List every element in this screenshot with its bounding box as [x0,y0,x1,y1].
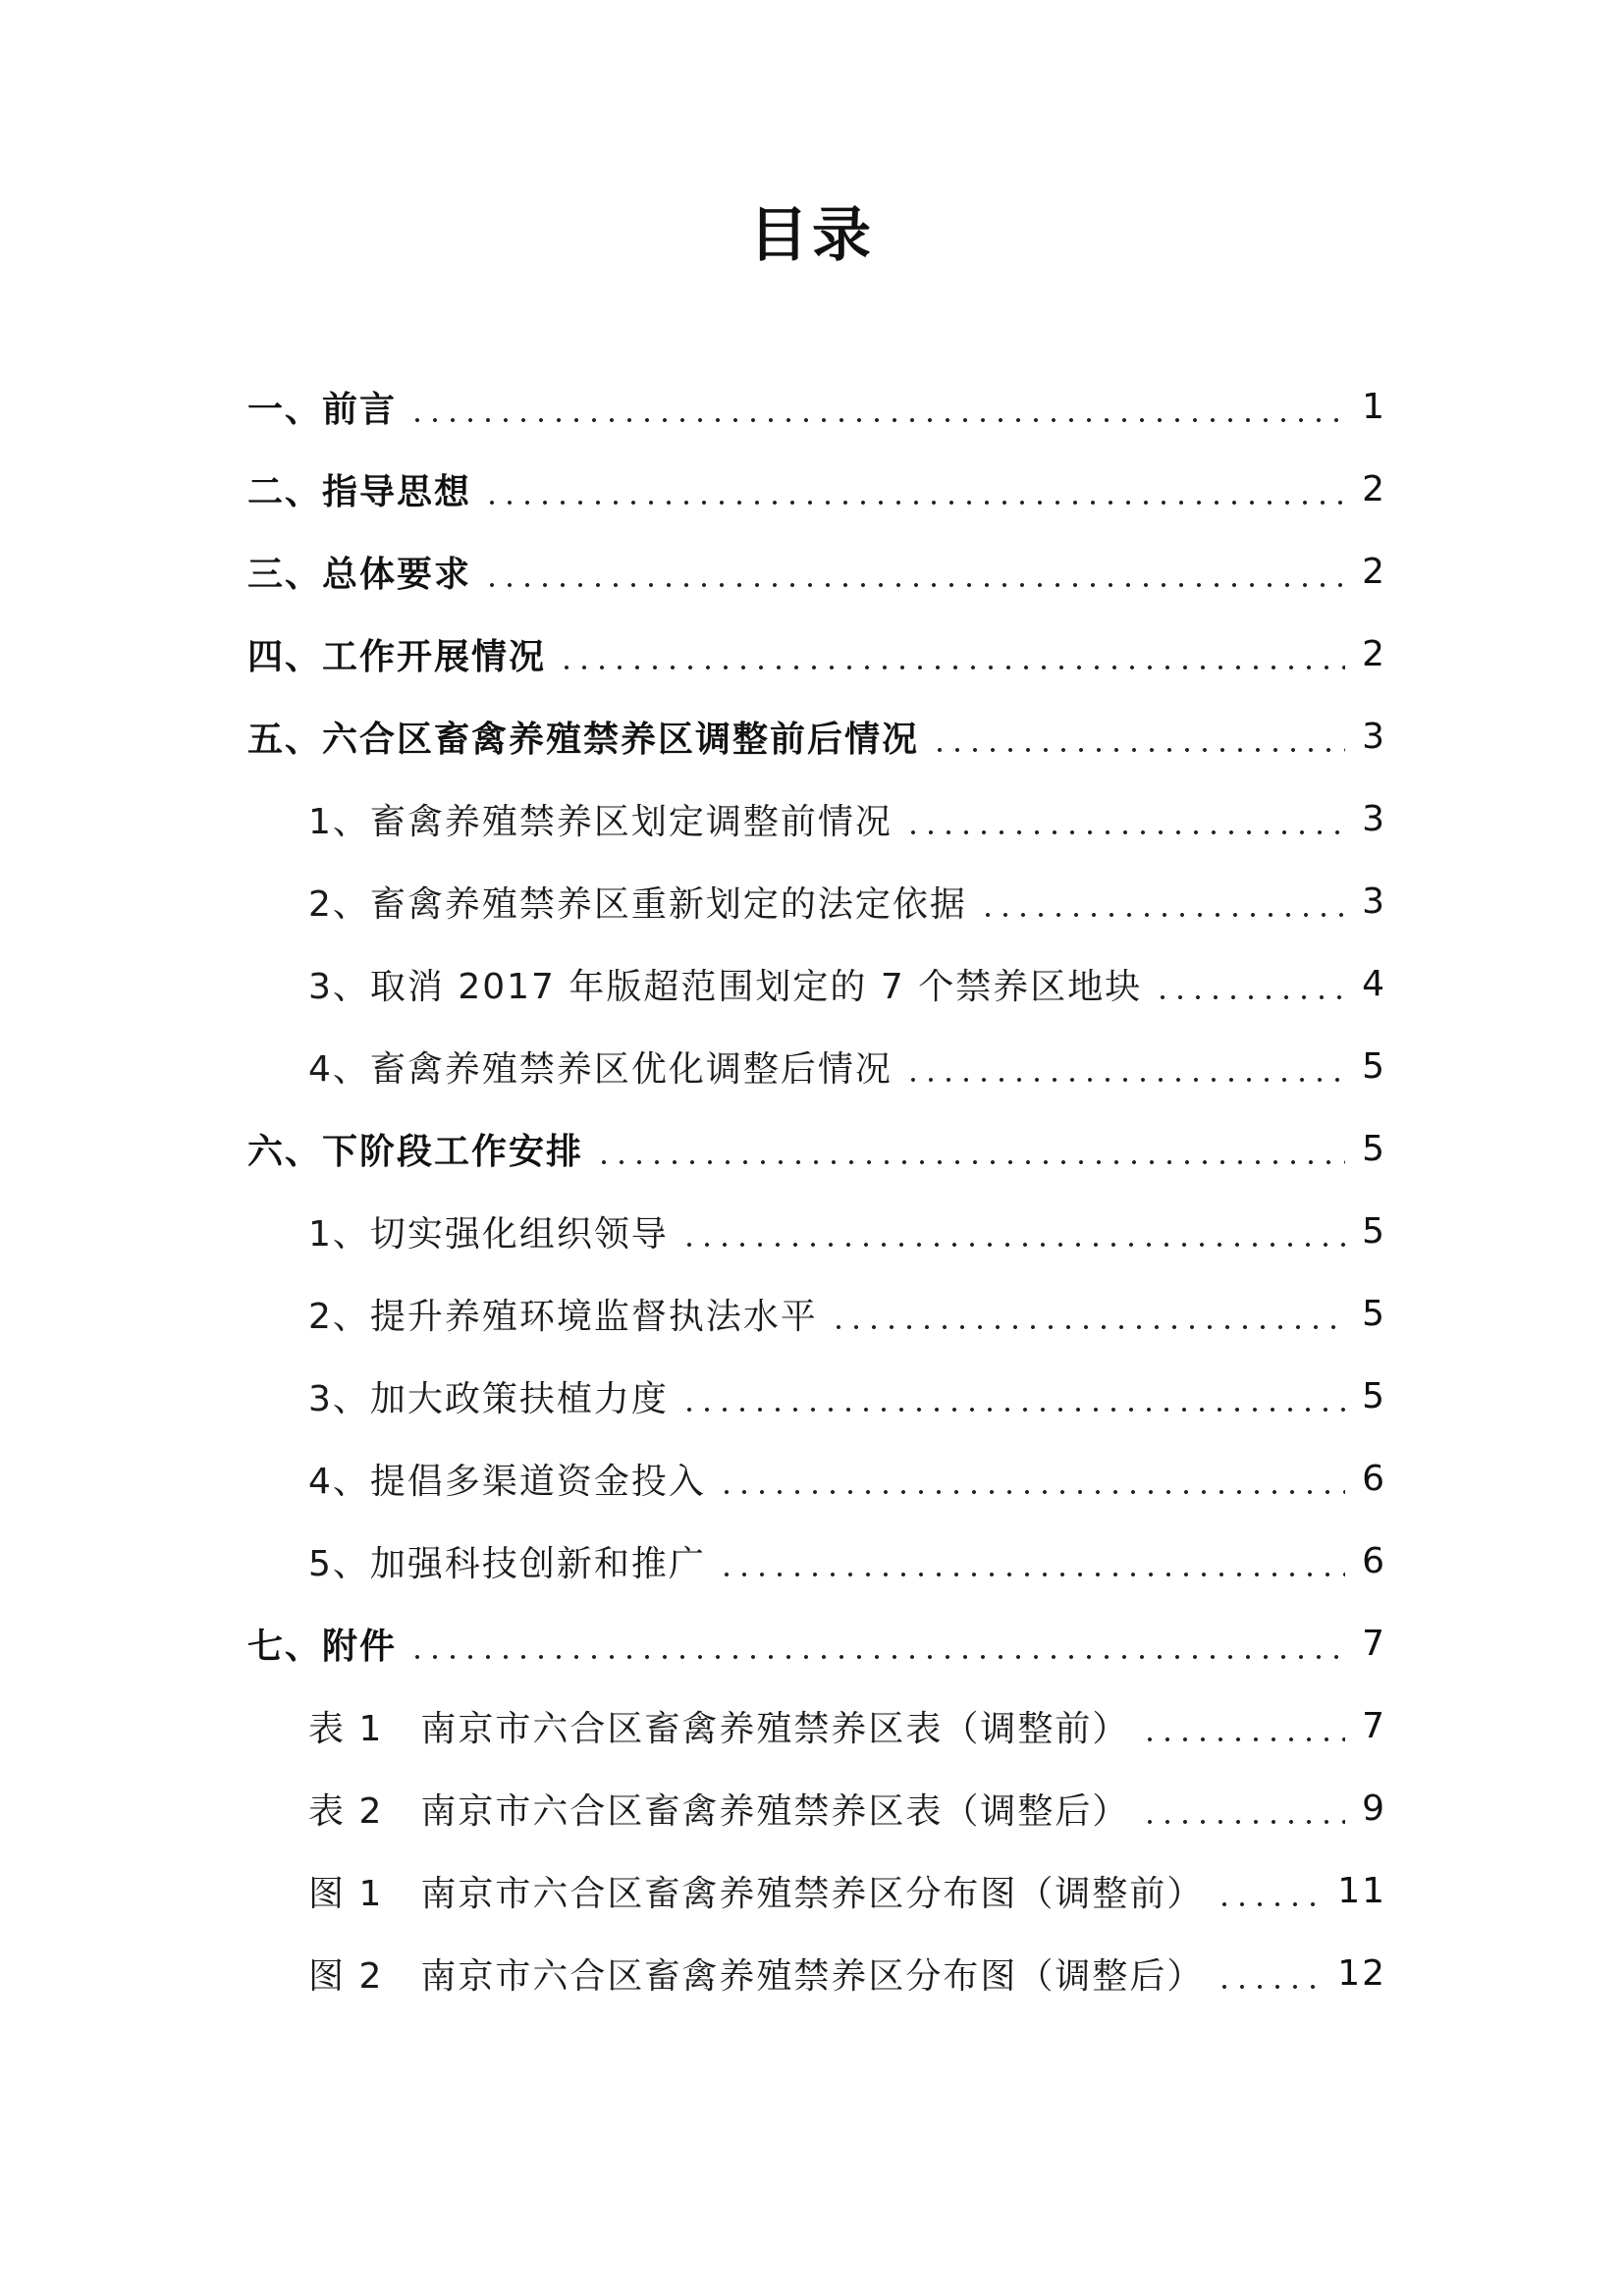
page-title: 目录 [749,201,875,270]
dot-leader [1216,1985,1326,1989]
toc-entry[interactable] [247,530,1386,613]
table-of-contents [247,365,1386,2014]
dot-leader [718,1573,1345,1576]
toc-subentry[interactable] [247,1520,1386,1602]
toc-entry[interactable] [247,448,1386,530]
toc-page-number: 7 [1362,1705,1386,1746]
toc-entry-title: 图 1 南京市六合区畜禽养殖禁养区分布图（调整前） [308,1873,1205,1914]
dot-leader [680,1243,1345,1247]
toc-entry-title: 4、提倡多渠道资金投入 [308,1461,706,1502]
toc-page-number: 2 [1362,551,1386,592]
dot-leader [595,1160,1345,1164]
toc-page-number: 11 [1337,1870,1386,1911]
toc-entry[interactable] [247,1602,1386,1684]
toc-entry-title: 七、附件 [247,1626,398,1667]
toc-subentry[interactable] [247,1025,1386,1107]
toc-page-number: 3 [1362,881,1386,922]
toc-page-number: 3 [1362,716,1386,757]
dot-leader [1141,1820,1345,1824]
dot-leader [904,1078,1345,1082]
toc-subentry[interactable] [247,1355,1386,1437]
dot-leader [483,501,1345,505]
dot-leader [408,418,1345,422]
toc-subentry[interactable] [247,777,1386,860]
toc-page-number: 2 [1362,468,1386,509]
toc-page-number: 12 [1337,1952,1386,1994]
toc-entry-title: 3、加大政策扶植力度 [308,1378,669,1419]
toc-entry[interactable] [247,695,1386,777]
toc-page-number: 5 [1362,1128,1386,1169]
toc-entry-title: 表 1 南京市六合区畜禽养殖禁养区表（调整前） [308,1708,1130,1749]
dot-leader [931,748,1345,752]
toc-subentry[interactable] [247,1437,1386,1520]
toc-entry-title: 1、畜禽养殖禁养区划定调整前情况 [308,801,893,842]
toc-subentry[interactable] [247,1684,1386,1767]
toc-subentry[interactable] [247,1767,1386,1849]
toc-entry[interactable] [247,365,1386,448]
toc-page-number: 5 [1362,1210,1386,1252]
toc-entry[interactable] [247,613,1386,695]
toc-entry-title: 4、畜禽养殖禁养区优化调整后情况 [308,1048,893,1090]
toc-page-number: 3 [1362,798,1386,839]
toc-entry-title: 5、加强科技创新和推广 [308,1543,706,1584]
toc-page-number: 9 [1362,1788,1386,1829]
toc-entry-title: 3、取消 2017 年版超范围划定的 7 个禁养区地块 [308,966,1143,1007]
toc-entry-title: 一、前言 [247,389,398,430]
toc-subentry[interactable] [247,1272,1386,1355]
dot-leader [1154,995,1345,999]
dot-leader [1216,1902,1326,1906]
toc-entry-title: 2、畜禽养殖禁养区重新划定的法定依据 [308,883,967,925]
toc-page-number: 7 [1362,1623,1386,1664]
toc-subentry[interactable] [247,942,1386,1025]
toc-page-number: 6 [1362,1458,1386,1499]
toc-page-number: 6 [1362,1540,1386,1581]
toc-subentry[interactable] [247,1932,1386,2014]
toc-entry-title: 四、工作开展情况 [247,636,547,677]
dot-leader [558,666,1345,669]
toc-entry-title: 三、总体要求 [247,554,472,595]
toc-subentry[interactable] [247,1849,1386,1932]
dot-leader [408,1655,1345,1659]
toc-page-number: 2 [1362,633,1386,674]
toc-entry-title: 五、六合区畜禽养殖禁养区调整前后情况 [247,719,920,760]
dot-leader [483,583,1345,587]
toc-entry-title: 2、提升养殖环境监督执法水平 [308,1296,818,1337]
dot-leader [979,913,1345,917]
toc-page-number: 1 [1362,386,1386,427]
toc-entry-title: 二、指导思想 [247,471,472,512]
toc-page-number: 5 [1362,1045,1386,1087]
dot-leader [1141,1737,1345,1741]
toc-entry-title: 六、下阶段工作安排 [247,1131,584,1172]
toc-page-number: 4 [1362,963,1386,1004]
dot-leader [680,1408,1345,1412]
toc-entry-title: 图 2 南京市六合区畜禽养殖禁养区分布图（调整后） [308,1955,1205,1997]
toc-page-number: 5 [1362,1293,1386,1334]
toc-page-number: 5 [1362,1375,1386,1416]
dot-leader [718,1490,1345,1494]
toc-subentry[interactable] [247,1190,1386,1272]
dot-leader [904,830,1345,834]
toc-entry[interactable] [247,1107,1386,1190]
toc-entry-title: 表 2 南京市六合区畜禽养殖禁养区表（调整后） [308,1790,1130,1832]
toc-entry-title: 1、切实强化组织领导 [308,1213,669,1255]
dot-leader [830,1325,1345,1329]
toc-subentry[interactable] [247,860,1386,942]
